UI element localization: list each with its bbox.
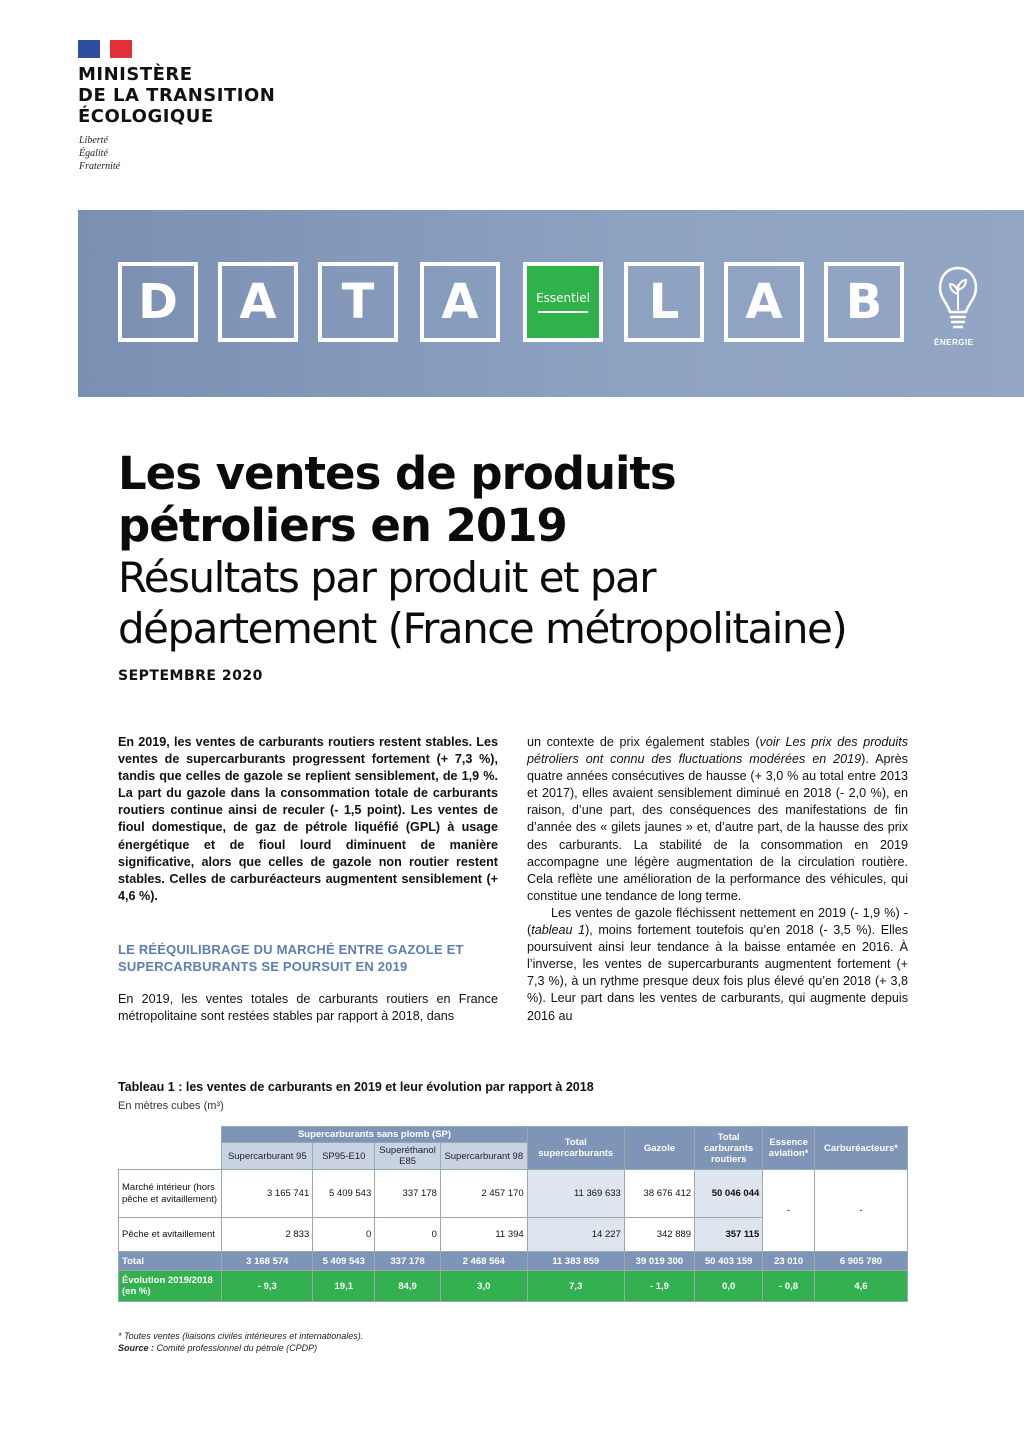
section-heading: LE RÉÉQUILIBRAGE DU MARCHÉ ENTRE GAZOLE ET SUPERCARBURANTS SE POURSUIT EN 2019 bbox=[118, 941, 464, 974]
table-cell: 14 227 bbox=[527, 1218, 624, 1252]
republic-motto: Liberté Égalité Fraternité bbox=[79, 135, 121, 172]
table-cell: 337 178 bbox=[375, 1170, 441, 1218]
table-unit: En mètres cubes (m³) bbox=[118, 1100, 224, 1112]
banner-letter-tile: A bbox=[724, 262, 804, 342]
table-cell: 3 165 741 bbox=[222, 1170, 313, 1218]
table-cell: 0,0 bbox=[695, 1271, 763, 1302]
table-cell: 39 019 300 bbox=[624, 1252, 694, 1271]
table-cell: 23 010 bbox=[763, 1252, 815, 1271]
text-column-left bbox=[118, 734, 498, 1025]
table-cell: 357 115 bbox=[695, 1218, 763, 1252]
column-subheader: Supercarburant 98 bbox=[440, 1143, 527, 1170]
table-cell: 2 468 564 bbox=[440, 1252, 527, 1271]
datalab-banner bbox=[78, 210, 1024, 397]
table-cell: 50 403 159 bbox=[695, 1252, 763, 1271]
table-cell: 11 383 859 bbox=[527, 1252, 624, 1271]
text-column-right bbox=[527, 734, 908, 1025]
table-cell: - 9,3 bbox=[222, 1271, 313, 1302]
table-reference: tableau 1 bbox=[531, 923, 586, 938]
table-evolution-row bbox=[119, 1271, 908, 1302]
banner-letter-tile: D bbox=[118, 262, 198, 342]
table-row bbox=[119, 1170, 908, 1218]
row-label: Marché intérieur (hors pêche et avitaillement) bbox=[119, 1170, 222, 1218]
column-header: Total carburants routiers bbox=[695, 1127, 763, 1170]
banner-letter-tile: A bbox=[218, 262, 298, 342]
row-label: Pêche et avitaillement bbox=[119, 1218, 222, 1252]
badge-underline bbox=[538, 311, 588, 313]
table-source: Source : Comité professionnel du pétrole (CPDP) bbox=[118, 1343, 318, 1353]
table-cell: 4,6 bbox=[814, 1271, 907, 1302]
table-cell: 11 394 bbox=[440, 1218, 527, 1252]
body-paragraph: En 2019, les ventes totales de carburants routiers en France métropolitaine sont restées stables par rapport à 2018, dans bbox=[118, 991, 498, 1024]
table-cell: 84,9 bbox=[375, 1271, 441, 1302]
body-paragraph: Les ventes de gazole fléchissent nettement en 2019 (- 1,9 %) - (tableau 1), moins fortement toutefois qu’en 2018 (- 3,5 %). Elles poursuivent ainsi leur tendance à la baisse entamée en 2016. À l’inverse, les ventes de supercarburants augmentent fortement (+ 7,3 %), à un rythme presque deux fois plus élevé qu’en 2018 (+ 3,8 %). Leur part dans les ventes de carburants, qui augmente depuis 2016 au bbox=[527, 905, 908, 1023]
column-header: Gazole bbox=[624, 1127, 694, 1170]
table-cell: - 1,9 bbox=[624, 1271, 694, 1302]
column-header: Carburéacteurs* bbox=[814, 1127, 907, 1170]
column-header: Essence aviation* bbox=[763, 1127, 815, 1170]
table-cell: 0 bbox=[375, 1218, 441, 1252]
table-cell: - bbox=[814, 1170, 907, 1252]
table-cell: 50 046 044 bbox=[695, 1170, 763, 1218]
table-caption: Tableau 1 : les ventes de carburants en 2019 et leur évolution par rapport à 2018 bbox=[118, 1080, 594, 1094]
table-cell: 2 833 bbox=[222, 1218, 313, 1252]
table-cell: 3 168 574 bbox=[222, 1252, 313, 1271]
row-label: Total bbox=[119, 1252, 222, 1271]
table-cell: 337 178 bbox=[375, 1252, 441, 1271]
column-header: Total supercarburants bbox=[527, 1127, 624, 1170]
republic-flag-logo bbox=[78, 40, 132, 58]
table-cell: 2 457 170 bbox=[440, 1170, 527, 1218]
sales-table bbox=[118, 1126, 908, 1302]
table-cell: 5 409 543 bbox=[313, 1252, 375, 1271]
table-cell: 38 676 412 bbox=[624, 1170, 694, 1218]
table-footnote: * Toutes ventes (liaisons civiles intérieures et internationales). bbox=[118, 1331, 364, 1341]
table-cell: 6 905 780 bbox=[814, 1252, 907, 1271]
table-notes bbox=[118, 1330, 363, 1354]
ministry-name: MINISTÈRE DE LA TRANSITION ÉCOLOGIQUE bbox=[78, 64, 276, 127]
group-header: Supercarburants sans plomb (SP) bbox=[222, 1127, 527, 1143]
table-total-row bbox=[119, 1252, 908, 1271]
banner-letter-tile: L bbox=[624, 262, 704, 342]
essentiel-badge-label: Essentiel bbox=[536, 291, 590, 305]
table-cell: 11 369 633 bbox=[527, 1170, 624, 1218]
table-cell: 0 bbox=[313, 1218, 375, 1252]
page-subtitle: Résultats par produit et par département (France métropolitaine) bbox=[118, 553, 847, 653]
table-corner bbox=[119, 1127, 222, 1170]
table-header-row bbox=[119, 1127, 908, 1143]
table-cell: 5 409 543 bbox=[313, 1170, 375, 1218]
summary-lead: En 2019, les ventes de carburants routiers restent stables. Les ventes de supercarburants progressent fortement (+ 7,3 %), tandis que celles de gazole se replient sensiblement, de 1,9 %. La part du gazole dans la consommation totale de carburants routiers continue ainsi de reculer (- 1,5 point). Les ventes de fioul domestique, de gaz de pétrole liquéfié (GPL) à usage énergétique et de fioul lourd diminuent de manière significative, alors que celles de gazole non routier restent stables. Celles de carburéacteurs augmentent sensiblement (+ 4,6 %). bbox=[118, 735, 498, 903]
banner-letter-tile: T bbox=[318, 262, 398, 342]
essentiel-badge bbox=[523, 262, 603, 342]
theme-label: ÉNERGIE bbox=[934, 338, 974, 347]
table-cell: - 0,8 bbox=[763, 1271, 815, 1302]
body-paragraph: un contexte de prix également stables (voir Les prix des produits pétroliers ont connu des fluctuations modérées en 2019). Après quatre années consécutives de hausse (+ 3,0 % au total entre 2013 et 2017), elles avaient sensiblement diminué en 2018 (- 2,0 %), en raison, d’une part, des conséquences des manifestations de fin d’année des « gilets jaunes » et, d’autre part, de la hausse des prix des carburants. La stabilité de la consommation en 2019 accompagne une légère augmentation de la circulation routière. Cela reflète une amélioration de la performance des véhicules, qui constitue une tendance de long terme. bbox=[527, 735, 908, 903]
column-subheader: Superéthanol E85 bbox=[375, 1143, 441, 1170]
row-label: Évolution 2019/2018 (en %) bbox=[119, 1271, 222, 1302]
cross-reference: voir Les prix des produits pétroliers ont connu des fluctuations modérées en 2019 bbox=[527, 735, 908, 767]
table-cell: 3,0 bbox=[440, 1271, 527, 1302]
page-title: Les ventes de produits pétroliers en 2019 bbox=[118, 447, 676, 552]
column-subheader: SP95-E10 bbox=[313, 1143, 375, 1170]
table-cell: 7,3 bbox=[527, 1271, 624, 1302]
banner-letter-tile: A bbox=[420, 262, 500, 342]
column-subheader: Supercarburant 95 bbox=[222, 1143, 313, 1170]
table-cell: 342 889 bbox=[624, 1218, 694, 1252]
publication-date: SEPTEMBRE 2020 bbox=[118, 668, 263, 684]
table-cell: - bbox=[763, 1170, 815, 1252]
banner-letter-tile: B bbox=[824, 262, 904, 342]
table-cell: 19,1 bbox=[313, 1271, 375, 1302]
